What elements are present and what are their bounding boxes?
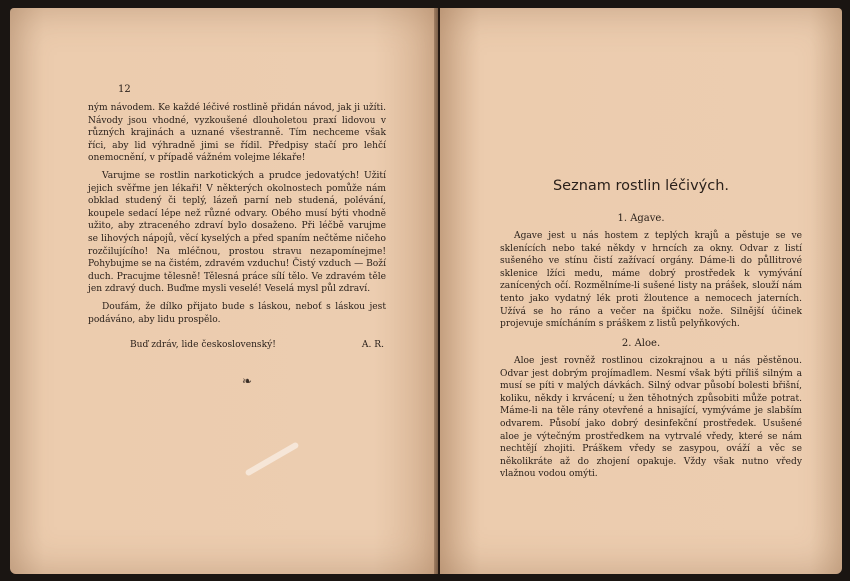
signoff [130, 340, 384, 350]
section-heading: 1. Agave. [617, 213, 665, 224]
paper-mark [245, 441, 300, 476]
closing-line: Buď zdráv, lide československý! [130, 340, 276, 350]
paragraph: ným návodem. Ke každé léčivé rostlině přidán návod, jak ji užíti. Návody jsou vhodné, vyzkoušené dlouholetou praxí lidovou v různých krajinách a uznané všestranně. Tím nechceme však říci, aby lid výhradně jimi se řídil. Předpisy stačí pro lehčí onemocnění, v případě vážném volejme lékaře! [88, 103, 386, 164]
open-book [10, 8, 842, 574]
paragraph: Varujme se rostlin narkotických a prudce jedovatých! Užití jejich svěřme jen lékaři! V některých okolnostech pomůže nám obklad studený či teplý, lázeň parní neb studená, polévání, koupele sedací lépe než různé odvary. Obého musí býti vhodně užito, aby ztraceného zdraví bylo dosaženo. Při léčbě varujme se lihových nápojů, věcí kyselých a před spaním nečtěme ničeho rozčilujícího! Na mléčnou, prostou stravu nezapomínejme! Pohybujme se na čistém, zdravém vzduchu! Čistý vzduch — Boží duch. Pracujme tělesně! Tělesná práce sílí tělo. Ve zdravém těle jen zdravý duch. Buďme mysli veselé! Veselá mysl půl zdraví. [88, 170, 386, 295]
left-page-text [88, 102, 386, 331]
paragraph: Doufám, že dílko přijato bude s láskou, neboť s láskou jest podáváno, aby lidu prospělo. [88, 301, 386, 325]
page-title: Seznam rostlin léčivých. [552, 178, 730, 194]
section-text [500, 230, 802, 336]
paragraph: Agave jest u nás hostem z teplých krajů a pěstuje se ve sklenících nebo také někdy v hrncích za okny. Odvar z listí sušeného ve stínu čistí zažívací orgány. Dáme-li do půllitrové sklenice lžíci medu, máme dobrý prostředek k vymývání zanícených očí. Rozmělníme-li sušené listy na prášek, slouží nám tento jako vydatný lék proti žloutence a nemocech jaterních. Užívá se ho ráno a večer na špičku nože. Silnější účinek projevuje smícháním s práškem z listů pelyňkových. [500, 231, 802, 330]
ornament-icon: ❧ [242, 374, 253, 388]
left-page [10, 8, 438, 574]
section-heading: 2. Aloe. [621, 338, 661, 349]
signature: A. R. [361, 340, 384, 350]
section-text [500, 355, 802, 486]
page-number: 12 [118, 84, 131, 95]
right-page [440, 8, 842, 574]
paragraph: Aloe jest rovněž rostlinou cizokrajnou a u nás pěstěnou. Odvar jest dobrým projímadlem. Nesmí však býti příliš silným a musí se píti v malých dávkách. Silný odvar působí bolesti břišní, koliku, někdy i krvácení; u žen těhotných způsobiti může potrat. Máme-li na těle rány otevřené a hnisající, vymýváme je slabším odvarem. Působí jako dobrý desinfekční prostředek. Usušené aloe je výtečným prostředkem na vytrvalé vředy, které se nám nechtějí zhojiti. Práškem vředy se zasypou, ováží a věc se několikráte až do zhojení opakuje. Vždy však nutno vředy vlažnou vodou omýti. [500, 356, 802, 480]
